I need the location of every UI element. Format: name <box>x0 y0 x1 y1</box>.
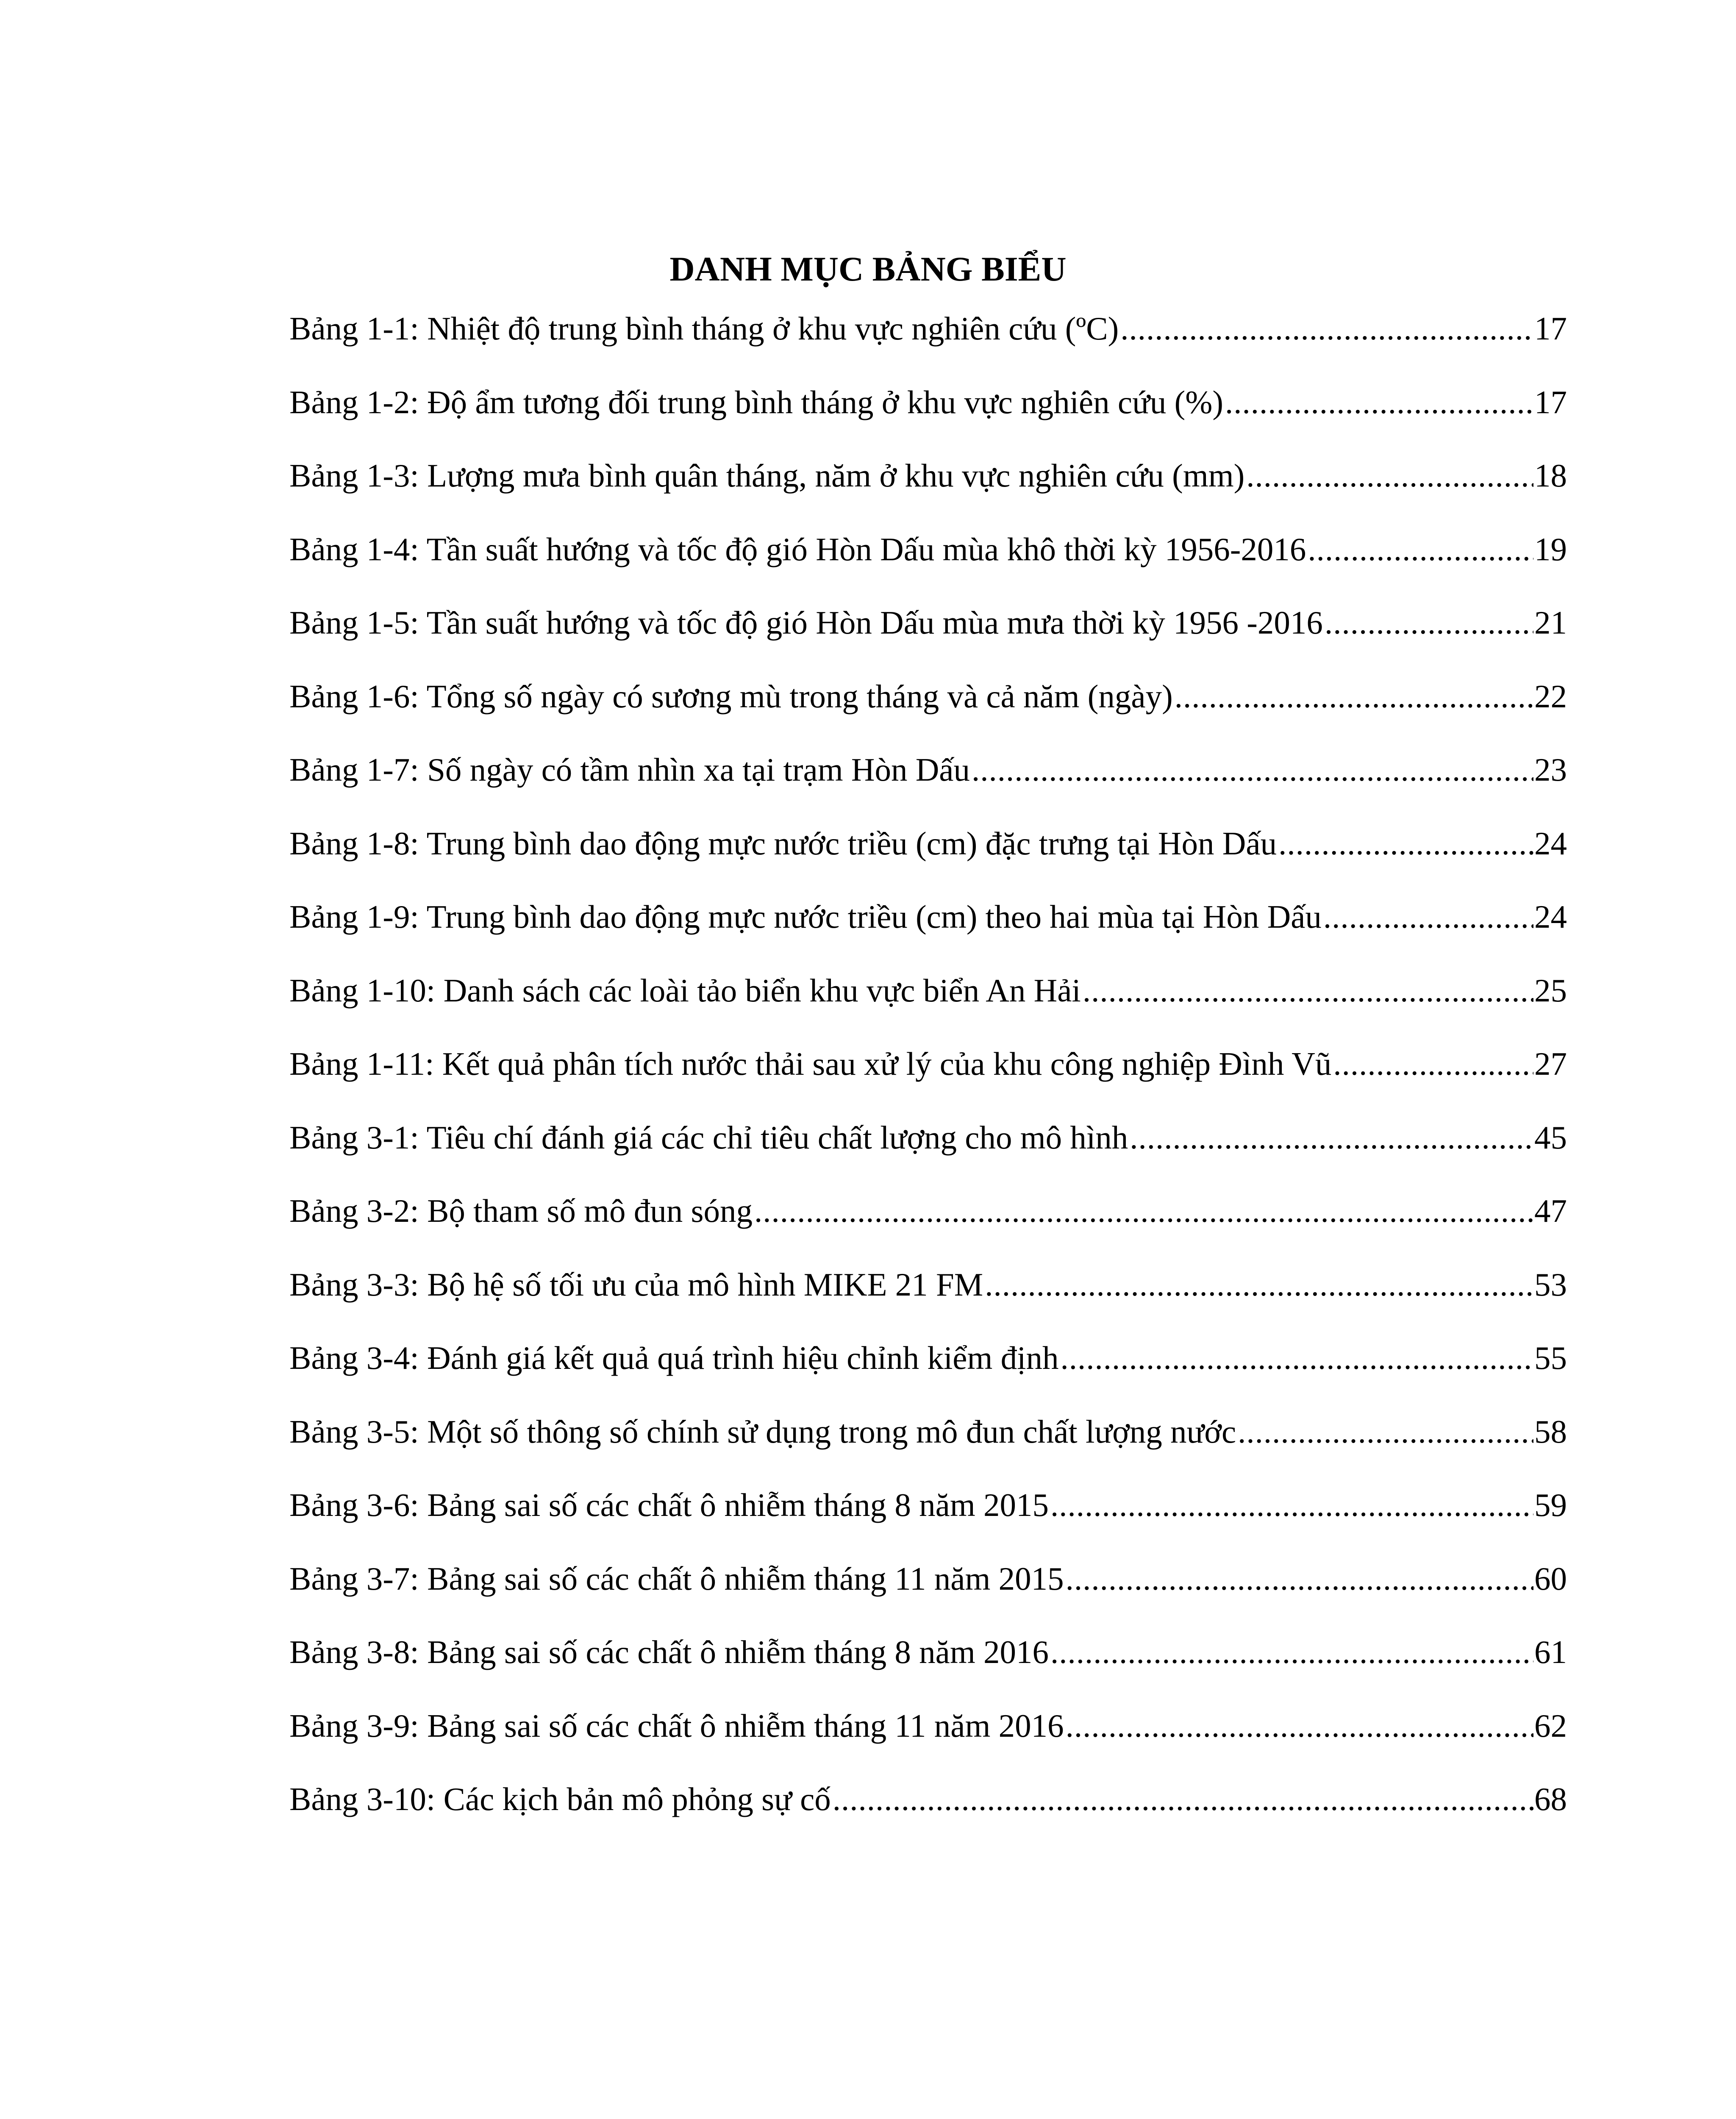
dot-leader <box>1083 969 1533 1012</box>
toc-entry-page: 21 <box>1534 604 1567 641</box>
toc-entry-page: 25 <box>1534 972 1567 1009</box>
toc-entry <box>289 675 1567 749</box>
dot-leader <box>1246 454 1533 497</box>
toc-entry-title: Bảng 1-2: Độ ẩm tương đối trung bình tháng ở khu vực nghiên cứu (%) <box>289 384 1224 420</box>
toc-entry-title: Bảng 1-11: Kết quả phân tích nước thải sau xử lý của khu công nghiệp Đình Vũ <box>289 1046 1332 1082</box>
toc-entry <box>289 1116 1567 1190</box>
toc-entry-page: 27 <box>1534 1046 1567 1082</box>
toc-entry-title: Bảng 3-4: Đánh giá kết quả quá trình hiệu chỉnh kiểm định <box>289 1340 1059 1376</box>
toc-entry <box>289 895 1567 969</box>
page-heading: DANH MỤC BẢNG BIỂU <box>669 250 1067 288</box>
toc-entry <box>289 601 1567 675</box>
toc-entry <box>289 454 1567 528</box>
toc-entry-title: Bảng 1-7: Số ngày có tầm nhìn xa tại trạm Hòn Dấu <box>289 751 970 788</box>
dot-leader <box>1333 1043 1533 1085</box>
toc-entry-page: 55 <box>1534 1340 1567 1376</box>
toc-entry-title: Bảng 3-5: Một số thông số chính sử dụng trong mô đun chất lượng nước <box>289 1413 1236 1450</box>
toc-entry <box>289 1337 1567 1410</box>
toc-entry <box>289 1705 1567 1778</box>
toc-entry-title: Bảng 3-1: Tiêu chí đánh giá các chỉ tiêu chất lượng cho mô hình <box>289 1119 1128 1156</box>
toc-entry-page: 60 <box>1534 1560 1567 1597</box>
toc-entry-title: Bảng 3-6: Bảng sai số các chất ô nhiễm tháng 8 năm 2015 <box>289 1487 1049 1523</box>
toc-entry <box>289 381 1567 455</box>
toc-entry <box>289 1263 1567 1337</box>
toc-entry <box>289 1410 1567 1484</box>
toc-entry-title: Bảng 3-7: Bảng sai số các chất ô nhiễm tháng 11 năm 2015 <box>289 1560 1064 1597</box>
dot-leader <box>1050 1631 1533 1673</box>
toc-entry-title: Bảng 1-8: Trung bình dao động mực nước triều (cm) đặc trưng tại Hòn Dấu <box>289 825 1277 862</box>
toc-entry-page: 68 <box>1534 1781 1567 1817</box>
toc-entry-page: 18 <box>1534 457 1567 494</box>
toc-entry-title: Bảng 1-5: Tần suất hướng và tốc độ gió Hòn Dấu mùa mưa thời kỳ 1956 -2016 <box>289 604 1323 641</box>
toc-entry-page: 24 <box>1534 898 1567 935</box>
dot-leader <box>1175 675 1533 717</box>
dot-leader <box>1225 381 1533 423</box>
toc-entry-page: 61 <box>1534 1634 1567 1670</box>
dot-leader <box>1130 1116 1533 1159</box>
toc-entry-page: 23 <box>1534 751 1567 788</box>
dot-leader <box>972 748 1533 791</box>
dot-leader <box>1066 1705 1533 1747</box>
toc-entry <box>289 822 1567 896</box>
toc-entry-title: Bảng 1-1: Nhiệt độ trung bình tháng ở khu vực nghiên cứu (ºC) <box>289 310 1119 347</box>
dot-leader <box>1308 528 1533 570</box>
dot-leader <box>1238 1410 1533 1453</box>
dot-leader <box>1323 895 1533 938</box>
toc-entry-title: Bảng 1-10: Danh sách các loài tảo biển khu vực biển An Hải <box>289 972 1081 1009</box>
dot-leader <box>754 1190 1533 1232</box>
dot-leader <box>1325 601 1533 644</box>
toc-entry-page: 22 <box>1534 678 1567 715</box>
toc-entry-page: 58 <box>1534 1413 1567 1450</box>
toc-entry-title: Bảng 1-3: Lượng mưa bình quân tháng, năm ở khu vực nghiên cứu (mm) <box>289 457 1245 494</box>
table-of-tables-list <box>289 307 1567 1852</box>
dot-leader <box>1050 1484 1533 1526</box>
toc-entry <box>289 1557 1567 1631</box>
dot-leader <box>1278 822 1533 865</box>
toc-entry <box>289 307 1567 381</box>
toc-entry-page: 17 <box>1534 310 1567 347</box>
toc-entry <box>289 748 1567 822</box>
toc-entry-title: Bảng 1-4: Tần suất hướng và tốc độ gió Hòn Dấu mùa khô thời kỳ 1956-2016 <box>289 531 1306 567</box>
toc-entry-page: 17 <box>1534 384 1567 420</box>
toc-entry-page: 45 <box>1534 1119 1567 1156</box>
toc-entry-page: 47 <box>1534 1193 1567 1229</box>
toc-entry-page: 53 <box>1534 1266 1567 1303</box>
dot-leader <box>833 1778 1533 1820</box>
toc-entry <box>289 1484 1567 1557</box>
toc-entry <box>289 528 1567 602</box>
toc-entry <box>289 1043 1567 1116</box>
toc-entry-title: Bảng 1-9: Trung bình dao động mực nước triều (cm) theo hai mùa tại Hòn Dấu <box>289 898 1322 935</box>
toc-entry-title: Bảng 3-8: Bảng sai số các chất ô nhiễm tháng 8 năm 2016 <box>289 1634 1049 1670</box>
dot-leader <box>1066 1557 1533 1600</box>
toc-entry-title: Bảng 3-10: Các kịch bản mô phỏng sự cố <box>289 1781 831 1817</box>
toc-entry-title: Bảng 1-6: Tổng số ngày có sương mù trong tháng và cả năm (ngày) <box>289 678 1173 715</box>
toc-entry-title: Bảng 3-3: Bộ hệ số tối ưu của mô hình MIKE 21 FM <box>289 1266 983 1303</box>
toc-entry-page: 62 <box>1534 1707 1567 1744</box>
dot-leader <box>1120 307 1533 350</box>
toc-entry <box>289 969 1567 1043</box>
toc-entry <box>289 1190 1567 1263</box>
dot-leader <box>985 1263 1533 1306</box>
toc-entry-page: 24 <box>1534 825 1567 862</box>
toc-entry <box>289 1778 1567 1852</box>
toc-entry-page: 59 <box>1534 1487 1567 1523</box>
toc-entry <box>289 1631 1567 1705</box>
toc-entry-title: Bảng 3-2: Bộ tham số mô đun sóng <box>289 1193 753 1229</box>
dot-leader <box>1061 1337 1533 1379</box>
toc-entry-title: Bảng 3-9: Bảng sai số các chất ô nhiễm tháng 11 năm 2016 <box>289 1707 1064 1744</box>
toc-entry-page: 19 <box>1534 531 1567 567</box>
